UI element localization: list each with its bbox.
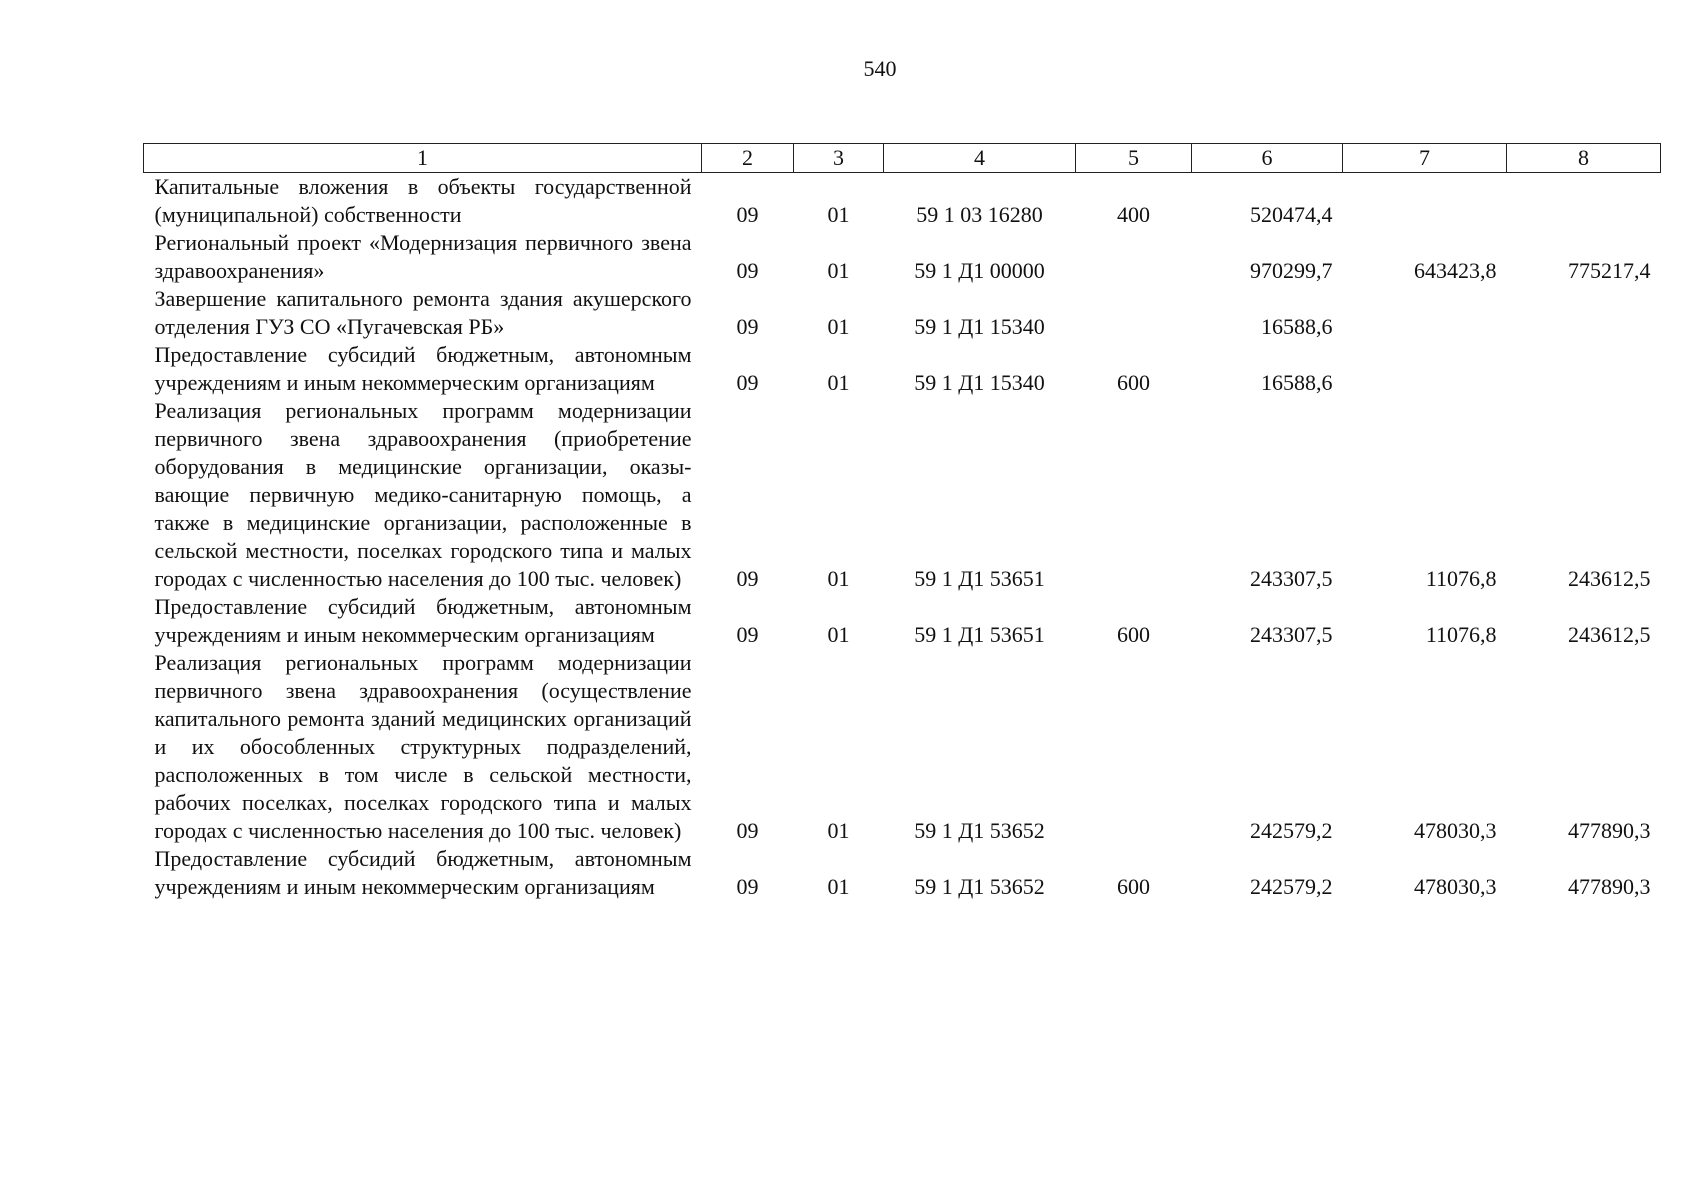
row-value-6: 520474,4 [1250, 202, 1333, 227]
row-section: 09 [736, 622, 759, 647]
table-body [144, 173, 1661, 902]
row-value-7: 11076,8 [1425, 566, 1497, 591]
header-row [144, 144, 1661, 173]
column-header: 7 [1343, 144, 1507, 173]
table-row [144, 845, 1661, 901]
row-target-item: 59 1 Д1 53651 [914, 566, 1045, 591]
row-subsection: 01 [827, 370, 850, 395]
row-value-7: 643423,8 [1414, 258, 1497, 283]
row-value-8: 243612,5 [1568, 566, 1651, 591]
row-expense-type: 600 [1117, 370, 1150, 395]
row-value-7: 478030,3 [1414, 818, 1497, 843]
row-value-8: 775217,4 [1568, 258, 1651, 283]
row-value-6: 243307,5 [1250, 622, 1333, 647]
table-row [144, 649, 1661, 845]
row-subsection: 01 [827, 818, 850, 843]
column-header: 4 [884, 144, 1076, 173]
row-value-6: 970299,7 [1250, 258, 1333, 283]
row-value-8: 477890,3 [1568, 874, 1651, 899]
row-value-8 [1507, 285, 1661, 341]
column-header: 6 [1192, 144, 1343, 173]
row-description: Региональный проект «Модернизация первичного звена здравоохранения» [154, 230, 692, 283]
row-section: 09 [736, 202, 759, 227]
row-value-7 [1343, 341, 1507, 397]
row-subsection: 01 [827, 622, 850, 647]
row-subsection: 01 [827, 202, 850, 227]
row-section: 09 [736, 818, 759, 843]
row-subsection: 01 [827, 258, 850, 283]
row-subsection: 01 [827, 314, 850, 339]
row-section: 09 [736, 566, 759, 591]
column-header: 3 [794, 144, 884, 173]
row-section: 09 [736, 874, 759, 899]
row-description: Предоставление субсидий бюджетным, автономным учреждениям и иным некоммерческим организациям [154, 594, 692, 647]
row-value-7 [1343, 285, 1507, 341]
row-value-7: 11076,8 [1425, 622, 1497, 647]
row-expense-type [1076, 397, 1192, 593]
row-subsection: 01 [827, 566, 850, 591]
row-target-item: 59 1 Д1 53651 [914, 622, 1045, 647]
row-value-8 [1507, 173, 1661, 230]
table-row [144, 341, 1661, 397]
table-row [144, 173, 1661, 230]
row-target-item: 59 1 Д1 00000 [914, 258, 1045, 283]
row-target-item: 59 1 Д1 53652 [914, 818, 1045, 843]
row-value-8 [1507, 341, 1661, 397]
page-number: 540 [863, 56, 897, 81]
row-expense-type [1076, 649, 1192, 845]
row-expense-type [1076, 285, 1192, 341]
row-subsection: 01 [827, 874, 850, 899]
budget-table [143, 143, 1661, 901]
row-description: Реализация региональных программ модернизации первичного звена здравоохранения (осуществление капитального ремонта зданий медицинских организаций и их обособленных структурных подразделений, расположенных в том числе в сельской местности, рабочих поселках, поселках городского типа и малых городах с численностью населения до 100 тыс. человек) [154, 650, 692, 843]
column-header: 2 [702, 144, 794, 173]
table-row [144, 285, 1661, 341]
row-value-6: 242579,2 [1250, 818, 1333, 843]
row-description: Предоставление субсидий бюджетным, автономным учреждениям и иным некоммерческим организациям [154, 342, 692, 395]
row-expense-type: 400 [1117, 202, 1150, 227]
row-value-6: 16588,6 [1261, 314, 1333, 339]
row-value-6: 242579,2 [1250, 874, 1333, 899]
row-target-item: 59 1 Д1 15340 [914, 370, 1045, 395]
row-value-8: 243612,5 [1568, 622, 1651, 647]
row-expense-type: 600 [1117, 622, 1150, 647]
row-description: Реализация региональных программ модернизации первичного звена здравоохранения (приобретение оборудования в медицинские организации, оказывающие первичную медико-санитарную помощь, а также в медицинские организации, расположенные в сельской местности, поселках городского типа и малых городах с численностью населения до 100 тыс. человек) [154, 398, 692, 591]
row-target-item: 59 1 Д1 15340 [914, 314, 1045, 339]
row-section: 09 [736, 314, 759, 339]
row-description: Завершение капитального ремонта здания акушерского отделения ГУЗ СО «Пугачевская РБ» [154, 286, 692, 339]
row-target-item: 59 1 03 16280 [916, 202, 1043, 227]
row-description: Капитальные вложения в объекты государственной (муниципальной) собственности [154, 174, 692, 227]
table-header [144, 144, 1661, 173]
row-section: 09 [736, 258, 759, 283]
table-row [144, 593, 1661, 649]
row-value-8: 477890,3 [1568, 818, 1651, 843]
column-header: 1 [144, 144, 702, 173]
row-section: 09 [736, 370, 759, 395]
row-value-6: 243307,5 [1250, 566, 1333, 591]
row-description: Предоставление субсидий бюджетным, автономным учреждениям и иным некоммерческим организациям [154, 846, 692, 899]
row-value-6: 16588,6 [1261, 370, 1333, 395]
column-header: 5 [1076, 144, 1192, 173]
row-value-7 [1343, 173, 1507, 230]
column-header: 8 [1507, 144, 1661, 173]
row-value-7: 478030,3 [1414, 874, 1497, 899]
row-target-item: 59 1 Д1 53652 [914, 874, 1045, 899]
row-expense-type: 600 [1117, 874, 1150, 899]
table-row [144, 397, 1661, 593]
table-row [144, 229, 1661, 285]
row-expense-type [1076, 229, 1192, 285]
